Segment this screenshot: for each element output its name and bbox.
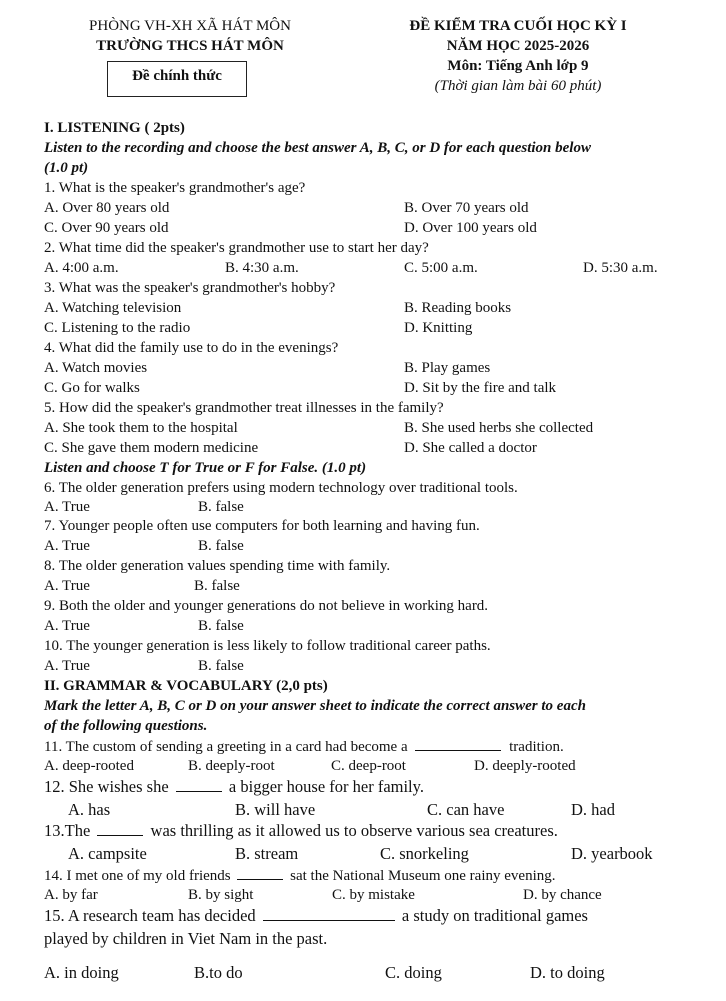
question-14	[44, 865, 556, 886]
question-6-options	[44, 497, 686, 517]
option: C. deep-root	[331, 758, 406, 774]
option: B. Over 70 years old	[404, 200, 529, 216]
question-text: sat the National Museum one rainy evening.	[290, 868, 556, 884]
question-8: 8. The older generation values spending time with family.	[44, 558, 391, 574]
question-15-options	[44, 962, 686, 984]
question-6: 6. The older generation prefers using modern technology over traditional tools.	[44, 480, 518, 496]
question-2-options	[44, 258, 686, 278]
option-true: A. True	[44, 538, 90, 554]
option: D. Sit by the fire and talk	[404, 380, 557, 396]
question-3: 3. What was the speaker's grandmother's hobby?	[44, 280, 336, 296]
question-1: 1. What is the speaker's grandmother's age?	[44, 180, 306, 196]
option: B. deeply-root	[188, 758, 275, 774]
option: C. can have	[427, 800, 505, 819]
option: D. 5:30 a.m.	[583, 260, 658, 276]
option: B. Reading books	[404, 300, 512, 316]
question-text: tradition.	[509, 739, 564, 755]
question-text: a bigger house for her family.	[228, 777, 424, 796]
question-text: was thrilling as it allowed us to observe various sea creatures.	[150, 821, 558, 840]
true-false-instruction: Listen and choose T for True or F for False. (1.0 pt)	[44, 460, 367, 476]
question-4-options-row2	[44, 378, 686, 398]
section-listening-heading: I. LISTENING ( 2pts)	[44, 120, 185, 136]
option: D. had	[571, 800, 615, 819]
option: D. Over 100 years old	[404, 220, 537, 236]
question-text: 11. The custom of sending a greeting in a card had become a	[44, 739, 408, 755]
option-true: A. True	[44, 578, 90, 594]
option: C. 5:00 a.m.	[404, 260, 478, 276]
option: A. 4:00 a.m.	[44, 260, 119, 276]
option-false: B. false	[198, 499, 244, 515]
question-5-options-row1	[44, 418, 686, 438]
option-false: B. false	[198, 658, 244, 674]
question-13	[44, 820, 558, 842]
question-text: 15. A research team has decided	[44, 906, 256, 925]
option: D. She called a doctor	[404, 440, 537, 456]
option: C. doing	[385, 963, 442, 982]
option: B. will have	[235, 800, 316, 819]
option: A. campsite	[68, 844, 147, 863]
option: B. by sight	[188, 887, 254, 903]
time-allowed: (Thời gian làm bài 60 phút)	[434, 78, 602, 94]
question-7-options	[44, 536, 686, 556]
question-text: 14. I met one of my old friends	[44, 868, 231, 884]
option: C. snorkeling	[380, 844, 469, 863]
option: A. Watch movies	[44, 360, 148, 376]
option: B. stream	[235, 844, 299, 863]
option: B. She used herbs she collected	[404, 420, 594, 436]
option-true: A. True	[44, 499, 90, 515]
question-9: 9. Both the older and younger generations do not believe in working hard.	[44, 598, 489, 614]
answer-blank	[415, 736, 501, 751]
question-15	[44, 905, 588, 927]
question-text: 13.The	[44, 821, 91, 840]
option-true: A. True	[44, 658, 90, 674]
answer-blank	[263, 906, 395, 921]
option: A. She took them to the hospital	[44, 420, 238, 436]
question-10: 10. The younger generation is less likely to follow traditional career paths.	[44, 638, 491, 654]
grammar-instruction-cont: of the following questions.	[44, 718, 208, 734]
option: D. deeply-rooted	[474, 758, 576, 774]
question-1-options-row2	[44, 218, 686, 238]
option: C. Go for walks	[44, 380, 140, 396]
option: D. by chance	[523, 887, 602, 903]
option: A. deep-rooted	[44, 758, 134, 774]
option-false: B. false	[198, 538, 244, 554]
department-name: PHÒNG VH-XH XÃ HÁT MÔN	[89, 18, 291, 34]
option: C. by mistake	[332, 887, 415, 903]
option: D. Knitting	[404, 320, 473, 336]
option: C. Over 90 years old	[44, 220, 169, 236]
question-3-options-row2	[44, 318, 686, 338]
option: D. yearbook	[571, 844, 653, 863]
question-14-options	[44, 885, 686, 905]
question-13-options	[44, 843, 686, 865]
option: A. has	[68, 800, 111, 819]
option-false: B. false	[198, 618, 244, 634]
option-false: B. false	[194, 578, 240, 594]
question-12	[44, 776, 424, 798]
question-11	[44, 736, 564, 757]
question-10-options	[44, 656, 686, 676]
option: C. She gave them modern medicine	[44, 440, 259, 456]
option: A. Over 80 years old	[44, 200, 170, 216]
option: A. Watching television	[44, 300, 182, 316]
option: B. Play games	[404, 360, 491, 376]
question-7: 7. Younger people often use computers for both learning and having fun.	[44, 518, 480, 534]
listening-instruction: Listen to the recording and choose the best answer A, B, C, or D for each question below	[44, 140, 591, 156]
school-name: TRƯỜNG THCS HÁT MÔN	[96, 38, 284, 54]
question-15-cont: played by children in Viet Nam in the past.	[44, 929, 328, 948]
answer-blank	[97, 821, 143, 836]
question-8-options	[44, 576, 686, 596]
option: C. Listening to the radio	[44, 320, 191, 336]
option: A. in doing	[44, 963, 119, 982]
question-4: 4. What did the family use to do in the evenings?	[44, 340, 339, 356]
option: B.to do	[194, 963, 243, 982]
question-12-options	[44, 799, 686, 821]
school-year: NĂM HỌC 2025-2026	[446, 38, 590, 54]
option: D. to doing	[530, 963, 605, 982]
question-5: 5. How did the speaker's grandmother treat illnesses in the family?	[44, 400, 444, 416]
subject: Môn: Tiếng Anh lớp 9	[447, 58, 589, 74]
question-11-options	[44, 756, 686, 776]
question-3-options-row1	[44, 298, 686, 318]
official-label: Đề chính thức	[132, 68, 222, 84]
answer-blank	[237, 865, 283, 880]
question-5-options-row2	[44, 438, 686, 458]
question-text: a study on traditional games	[401, 906, 588, 925]
listening-instruction-points: (1.0 pt)	[44, 160, 89, 176]
option: A. by far	[44, 887, 98, 903]
question-4-options-row1	[44, 358, 686, 378]
section-grammar-heading: II. GRAMMAR & VOCABULARY (2,0 pts)	[44, 678, 328, 694]
exam-title: ĐỀ KIỂM TRA CUỐI HỌC KỲ I	[409, 18, 627, 34]
question-text: 12. She wishes she	[44, 777, 169, 796]
question-1-options-row1	[44, 198, 686, 218]
option-true: A. True	[44, 618, 90, 634]
option: B. 4:30 a.m.	[225, 260, 299, 276]
question-9-options	[44, 616, 686, 636]
grammar-instruction: Mark the letter A, B, C or D on your answer sheet to indicate the correct answer to each	[44, 698, 586, 714]
answer-blank	[176, 777, 222, 792]
question-2: 2. What time did the speaker's grandmother use to start her day?	[44, 240, 429, 256]
